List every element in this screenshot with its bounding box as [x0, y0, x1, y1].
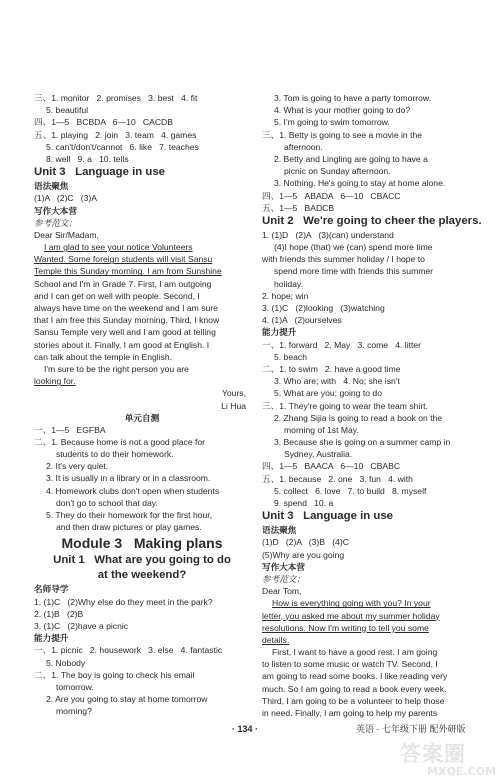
answer-line: 3. Who are; with 4. No; she isn't: [274, 376, 400, 387]
answer-line: 3. Because she is going on a summer camp in: [274, 437, 451, 448]
answer-line: School and I'm in Grade 7. First, I am outgoing: [34, 278, 212, 289]
answer-line: I'm sure to be the right person you are: [44, 363, 189, 374]
answer-line: 二、1. Because home is not a good place for: [34, 436, 206, 447]
left-column: [34, 92, 250, 717]
answer-line: and then draw pictures or play games.: [56, 522, 202, 533]
answer-line: 3. It is usually in a library or in a classroom.: [46, 473, 211, 484]
answer-line: 二、1. The boy is going to check his email: [34, 669, 195, 680]
answer-line: students to do their homework.: [56, 449, 174, 460]
watermark-logo: [400, 742, 496, 782]
answer-line: 3. Nothing. He's going to stay at home alone.: [274, 178, 446, 189]
answer-line: 4. Homework clubs don't open when students: [46, 485, 220, 496]
answer-line: 2. (1)B (2)B: [34, 608, 84, 619]
answer-line: 能力提升: [34, 633, 69, 644]
answer-line: 4. What is your mother going to do?: [274, 105, 411, 116]
answer-line: am going to read some books. I like reading very: [262, 671, 448, 682]
answer-line: with friends this summer holiday / I hope to: [262, 254, 425, 265]
answer-line: morning?: [56, 706, 92, 717]
answer-line: 5. They do their homework for the first hour,: [46, 510, 213, 520]
module-heading: Module 3 Making plans: [61, 535, 223, 552]
answer-line: in need. Finally, I am going to help my parents: [262, 708, 438, 718]
answer-line: 9. spend 10. a: [274, 498, 334, 508]
answer-line: 8. well 9. a 10. tells: [46, 153, 129, 164]
answer-line: always have time on the weekend and I am sure: [34, 303, 218, 313]
answer-line: 5. collect 6. love 7. to build 8. myself: [274, 485, 427, 496]
watermark-url: MXQE.COM: [427, 765, 496, 778]
answer-line: 二、1. to swim 2. have a good time: [262, 363, 401, 374]
answer-line: Third, I am going to be a volunteer to help those: [262, 695, 445, 706]
answer-line: 参考范文：: [262, 573, 305, 584]
answer-line: looking for.: [34, 376, 76, 387]
answer-line: 五、1—5 BADCB: [262, 202, 335, 213]
answer-line: 5. beautiful: [46, 105, 89, 116]
answer-line: picnic on Sunday afternoon.: [284, 166, 391, 177]
answer-line: 3. (1)C (2)have a picnic: [34, 620, 129, 631]
answer-line: stories about it. Finally, I am good at English. I: [34, 339, 210, 350]
answer-line: 三、1. monitor 2. promises 3. best 4. fit: [34, 93, 198, 103]
answer-line: 语法聚焦: [262, 525, 297, 536]
answer-line: 四、1—5 BCBDA 6—10 CACDB: [34, 117, 173, 128]
answer-line: 五、1. because 2. one 3. fun 4. with: [262, 473, 413, 484]
answer-line: to listen to some music or watch TV. Second, I: [262, 659, 438, 670]
answer-line: I am glad to see your notice Volunteers: [44, 242, 193, 253]
answer-line: 2. Betty and Lingling are going to have a: [274, 153, 428, 164]
answer-line: 2. Zhang Sijia is going to read a book on the: [274, 412, 443, 423]
answer-line: (1)D (2)A (3)B (4)C: [262, 537, 349, 548]
answer-line: 5. Nobody: [46, 657, 86, 668]
answer-line: 写作大本营: [34, 205, 77, 216]
answer-line: details.: [262, 634, 290, 645]
answer-line: 2. It's very quiet.: [46, 461, 109, 472]
answer-line: 一、1. picnic 2. housework 3. else 4. fantastic: [34, 645, 223, 656]
answer-line: Yours,: [221, 388, 246, 399]
answer-line: letter, you asked me about my summer holiday: [262, 610, 440, 621]
answer-line: afternoon.: [284, 141, 323, 152]
answer-line: 参考范文：: [34, 217, 77, 228]
answer-line: Sydney, Australia.: [284, 449, 353, 460]
answer-line: tomorrow.: [56, 681, 94, 692]
unit-heading: Unit 3 Language in use: [34, 166, 166, 179]
watermark-text: 答案圈: [400, 742, 466, 766]
answer-line: (5)Why are you going: [262, 549, 345, 560]
answer-line: 一、1—5 EGFBA: [34, 424, 106, 435]
answer-line: 5. I'm going to swim tomorrow.: [274, 117, 390, 128]
answer-line: don't go to school that day.: [56, 497, 158, 508]
answer-line: 5. What are you; going to do: [274, 388, 382, 399]
answer-line: Sansu Temple very well and I am good at telling: [34, 327, 216, 338]
answer-line: morning of 1st May.: [284, 424, 359, 435]
answer-line: 五、1. playing 2. join 3. team 4. games: [34, 129, 197, 140]
answer-line: 3. Tom is going to have a party tomorrow.: [274, 93, 431, 103]
answer-line: 三、1. Betty is going to see a movie in the: [262, 129, 423, 140]
answer-line: (4)I hope (that) we (can) spend more time: [274, 242, 433, 253]
page-footer: [0, 722, 500, 736]
answer-line: (1)A (2)C (3)A: [34, 193, 98, 204]
answer-line: and I can get on well with people. Second, I: [34, 290, 200, 301]
answer-line: First, I want to have a good rest. I am going: [272, 647, 438, 658]
answer-line: can talk about the temple in English.: [34, 351, 173, 362]
answer-line: 1. (1)D (2)A (3)(can) understand: [262, 229, 394, 240]
page-number: · 134 ·: [232, 724, 259, 734]
answer-line: 5. beach: [274, 351, 307, 362]
answer-line: 4. (1)A (2)ourselves: [262, 315, 342, 326]
answer-line: 四、1—5 ABADA 6—10 CBACC: [262, 190, 401, 201]
answer-line: much. So I am going to read a book every week.: [262, 683, 447, 694]
answer-line: 一、1. forward 2. May 3. come 4. litter: [262, 339, 422, 350]
unit-heading: Unit 2 We're going to cheer the players.: [262, 214, 482, 227]
book-info: 英语 · 七年级下册 配外研版: [356, 724, 466, 734]
answer-line: 3. (1)C (2)looking (3)watching: [262, 303, 385, 313]
answer-line: 四、1—5 BAACA 6—10 CBABC: [262, 461, 401, 472]
answer-line: resolutions. Now I'm writing to tell you some: [262, 622, 429, 633]
answer-line: Wanted. Some foreign students will visit Sansu: [34, 254, 213, 265]
answer-line: holiday.: [274, 278, 303, 289]
answer-line: 2. Are you going to stay at home tomorrow: [46, 694, 208, 705]
section-heading: 单元自测: [124, 412, 160, 423]
answer-line: Dear Sir/Madam,: [34, 229, 99, 240]
answer-line: 语法聚焦: [34, 181, 69, 192]
answer-line: 三、1. They're going to wear the team shirt.: [262, 400, 428, 411]
unit-heading: Unit 3 Language in use: [262, 510, 394, 523]
answer-line: 2. hope; win: [262, 290, 309, 301]
unit-heading: Unit 1 What are you going to do: [53, 554, 231, 567]
answer-line: spend more time with friends this summer: [274, 266, 434, 277]
answer-line: 写作大本营: [262, 561, 305, 572]
answer-line: 5. can't/don't/cannot 6. like 7. teaches: [46, 141, 199, 152]
right-column: [262, 92, 482, 719]
answer-line: Temple this Sunday morning. I am from Sunshine: [34, 266, 222, 277]
answer-line: Dear Tom,: [262, 586, 302, 597]
answer-line: 名师导学: [34, 584, 69, 595]
answer-line: 能力提升: [262, 327, 297, 338]
answer-line: that I am free this Sunday morning. Third, I know: [34, 315, 220, 326]
unit-heading: at the weekend?: [97, 569, 187, 582]
answer-line: 1. (1)C (2)Why else do they meet in the park?: [34, 596, 213, 607]
answer-line: How is everything going with you? In your: [272, 598, 431, 609]
answer-line: Li Hua: [221, 400, 246, 411]
